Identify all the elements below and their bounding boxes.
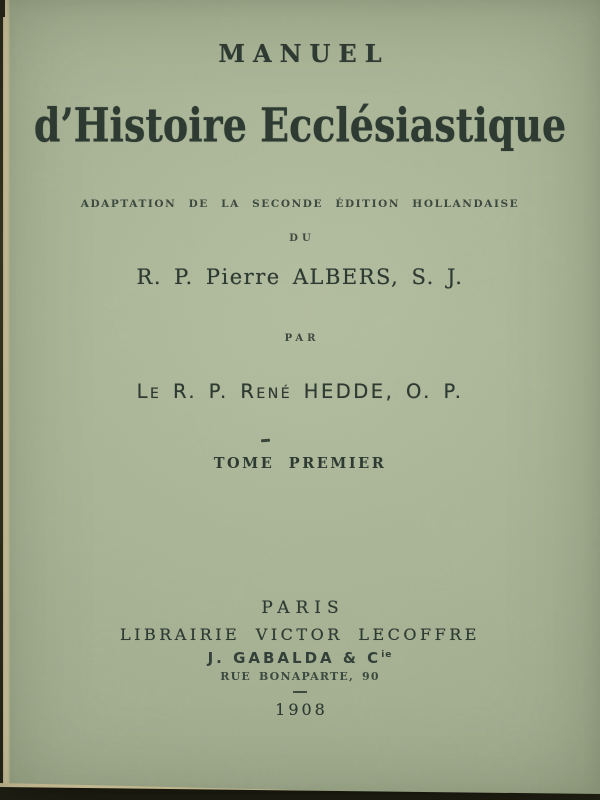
adapter-author: Le R. P. René HEDDE, O. P. xyxy=(136,380,464,403)
original-author: R. P. Pierre ALBERS, S. J. xyxy=(136,265,464,289)
imprint-year: 1908 xyxy=(275,700,328,719)
par-label: PAR xyxy=(284,333,320,344)
imprint-address: RUE BONAPARTE, 90 xyxy=(220,670,380,683)
series-title: MANUEL xyxy=(218,39,390,68)
book-bottom-edge xyxy=(0,778,600,800)
imprint-publisher-line2-main: J. GABALDA & C xyxy=(207,649,382,667)
adaptation-note: ADAPTATION DE LA SECONDE ÉDITION HOLLANDAISE xyxy=(80,198,520,210)
du-label: DU xyxy=(289,233,315,244)
imprint-publisher-line2 xyxy=(0,650,600,666)
imprint-publisher-line2-superscript: ie xyxy=(381,650,393,660)
imprint-separator-dash xyxy=(293,691,307,693)
imprint-publisher-line1: LIBRAIRIE VICTOR LECOFFRE xyxy=(120,625,480,644)
binding-shadow-top-left xyxy=(0,0,5,17)
imprint-city: PARIS xyxy=(261,598,345,618)
volume-label: TOME PREMIER xyxy=(213,455,387,472)
main-title: d’Histoire Ecclésiastique xyxy=(33,97,567,153)
